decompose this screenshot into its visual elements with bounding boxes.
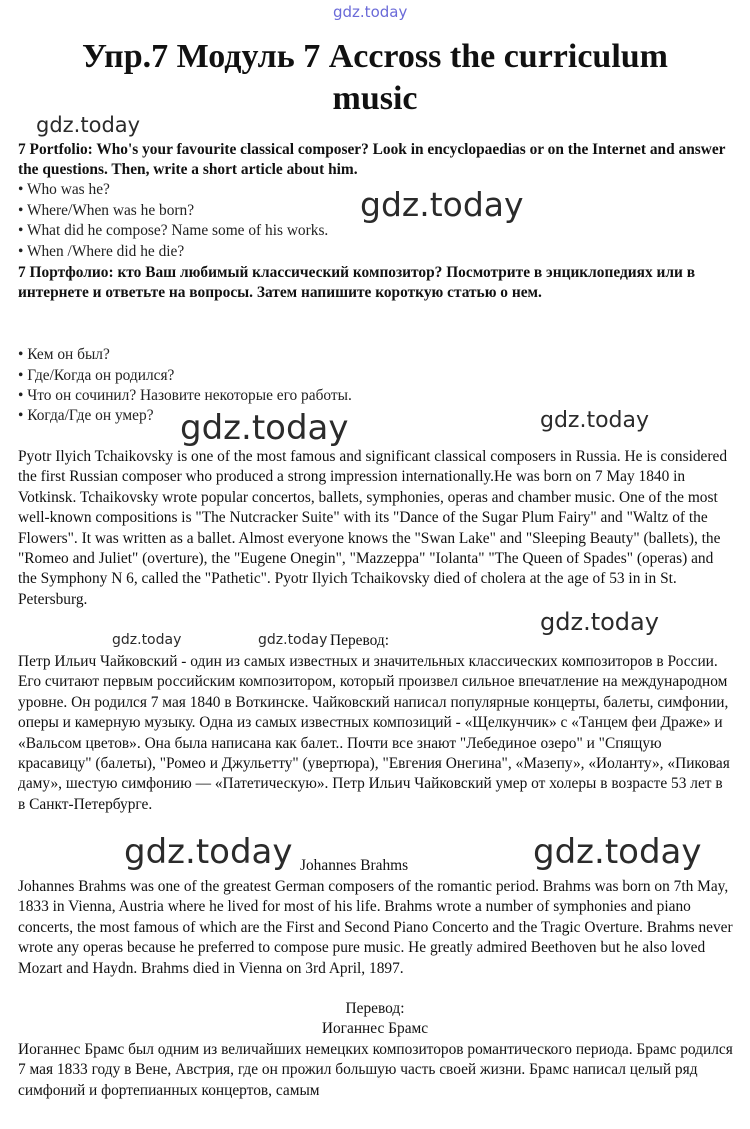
watermark: gdz.today [533,832,702,872]
brahms-article-en: Johannes Brahms was one of the greatest German composers of the romantic period. Brahms was born on 7th May, 1833 in Vienna, Austria where he lived for most of his life. Brahms wrote a number of symphonies and piano concerts, the most famous of which are the First and Second Piano Concerto and the Tragic Overture. Brahms never wrote any operas because he preferred to compose pure music. He greatly admired Beethoven but he also loved Mozart and Haydn. Brahms died in Vienna on 3rd April, 1897. [18,878,733,977]
watermark: gdz.today [124,832,293,872]
question-en: • Who was he? [18,181,110,198]
task-ru: 7 Портфолио: кто Ваш любимый классический композитор? Посмотрите в энциклопедиях или в интернете и ответьте на вопросы. Затем напишите короткую статью о нем. [18,264,696,302]
tchaikovsky-article-en: Pyotr Ilyich Tchaikovsky is one of the most famous and significant classical composers in Russia. He is considered the first Russian composer who produced a strong impression internationally.He was born on 7 May 1840 in Votkinsk. Tchaikovsky wrote popular concertos, ballets, symphonies, operas and chamber music. One of the most well-known compositions is "The Nutcracker Suite" with its "Dance of the Sugar Plum Fairy" and "Waltz of the Flowers". It was written as a ballet. Almost everyone knows the "Swan Lake" and "Sleeping Beauty" (ballets), the "Romeo and Juliet" (overture), the "Eugene Onegin", "Mazzeppa" "Iolanta" "The Queen of Spades" (operas) and the Symphony N 6, called the "Pathetic". Pyotr Ilyich Tchaikovsky died of cholera at the age of 53 in in St. Petersburg. [18,448,728,608]
question-en: • Where/When was he born? [18,202,195,219]
question-ru: • Что он сочинил? Назовите некоторые его работы. [18,387,352,404]
page-title-line2: music [332,80,418,117]
page-title: Упр.7 Модуль 7 Accross the curriculum [81,38,669,75]
question-en: • When /Where did he die? [18,243,185,260]
watermark: gdz.today [36,113,141,137]
watermark-top: gdz.today [333,3,408,21]
watermark: gdz.today [112,632,182,648]
watermark: gdz.today [540,608,659,636]
question-en: • What did he compose? Name some of his works. [18,222,329,239]
question-ru: • Когда/Где он умер? [18,407,154,424]
task-en: 7 Portfolio: Who's your favourite classical composer? Look in encyclopaedias or on the Internet and answer the questions. Then, write a short article about him. [18,141,726,179]
tchaikovsky-article-ru: Петр Ильич Чайковский - один из самых известных и значительных классических композиторов в России. Его считают первым российским композитором, который произвел сильное впечатление на международном уровне. Он родился 7 мая 1840 в Воткинске. Чайковский написал популярные концерты, балеты, симфонии, оперы и камерную музыку. Одна из самых известных композиций - «Щелкунчик» с «Танцем феи Драже» и «Вальсом цветов». Она была написана как балет.. Почти все знают "Лебединое озеро" и "Спящую красавицу" (балеты), "Ромео и Джульетту" (увертюра), "Евгения Онегина", «Мазепу», «Иоланту», «Пиковая даму», шестую симфонию — «Патетическую». Петр Ильич Чайковский умер от холеры в возрасте 53 лет в в Санкт-Петербурге. [18,653,730,813]
translation-label: Перевод: [345,1000,405,1017]
brahms-heading-ru: Иоганнес Брамс [321,1020,429,1037]
watermark: gdz.today [180,408,349,448]
brahms-heading-en: Johannes Brahms [300,857,409,874]
question-ru: • Где/Когда он родился? [18,367,175,384]
watermark: gdz.today [360,185,524,224]
question-ru: • Кем он был? [18,346,110,363]
translation-label: Перевод: [330,632,389,649]
watermark: gdz.today [258,632,328,648]
watermark: gdz.today [540,408,650,433]
brahms-article-ru: Иоганнес Брамс был одним из величайших немецких композиторов романтического периода. Брамс родился 7 мая 1833 году в Вене, Австрия, где он прожил большую часть своей жизни. Брамс написал целый ряд симфоний и фортепианных концертов, самым [18,1041,733,1099]
